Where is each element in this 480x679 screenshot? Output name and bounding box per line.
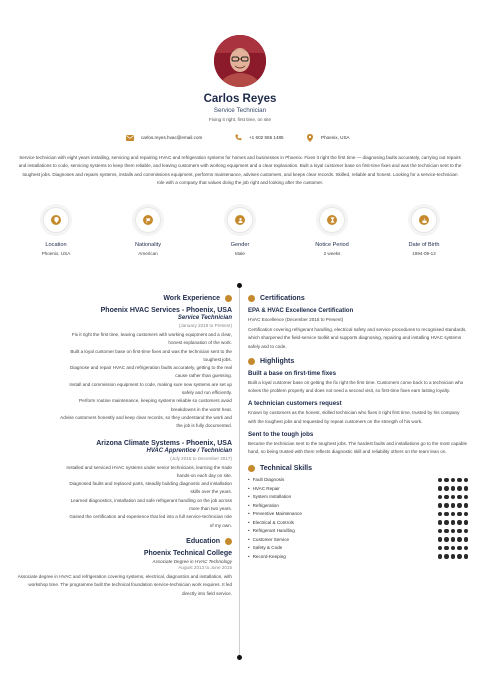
job-bullet: Diagnose and repair HVAC and refrigeration faults accurately, getting to the real bbox=[70, 365, 232, 371]
avatar bbox=[214, 35, 266, 87]
job-bullet: safely and run efficiently. bbox=[181, 390, 232, 396]
skill-dot bbox=[457, 478, 462, 483]
skill-name: • Refrigerant Handling bbox=[248, 528, 295, 533]
skill-dot bbox=[457, 554, 462, 559]
job-bullet: Advise customers honestly and keep clear records, so they understand the work and bbox=[60, 414, 232, 420]
section-technical-skills bbox=[248, 465, 468, 472]
skill-row bbox=[248, 527, 468, 536]
section-title: Work Experience bbox=[163, 295, 220, 302]
email-text: carlos.reyes.hvac@email.com bbox=[141, 135, 203, 140]
contact-bar bbox=[0, 134, 480, 144]
skill-dot bbox=[464, 537, 469, 542]
phone-text: +1 602 555 1485 bbox=[249, 135, 284, 140]
skill-dot bbox=[444, 529, 449, 534]
job-bullet: of my own. bbox=[209, 522, 232, 528]
skill-name: • HVAC Repair bbox=[248, 486, 280, 491]
skill-dot bbox=[438, 512, 443, 517]
job-bullet: breakdowns in the worst heat. bbox=[170, 406, 232, 412]
skill-dot bbox=[451, 512, 456, 517]
skill-dot bbox=[444, 537, 449, 542]
skill-dot bbox=[438, 520, 443, 525]
section-certifications bbox=[248, 295, 468, 302]
skill-row bbox=[248, 518, 468, 527]
job-role: Service Technician bbox=[213, 107, 267, 114]
certificate-icon bbox=[248, 295, 255, 302]
personal-facts bbox=[0, 207, 480, 267]
job-bullet: Built a loyal customer base on first-time fixes and was the technician sent to the bbox=[70, 348, 232, 354]
job-bullet: the job is fully documented. bbox=[176, 423, 232, 429]
skill-dot bbox=[464, 520, 469, 525]
highlight-text: Became the technician sent to the toughest jobs. The hardest faults and installations go to the most capable hand, so being trusted with them reflects diagnostic skill and reliability others on the team lean on. bbox=[248, 441, 468, 455]
highlight-title: Sent to the tough jobs bbox=[248, 431, 314, 439]
job-bullet: toughest jobs. bbox=[203, 356, 232, 362]
contact-location bbox=[306, 134, 350, 141]
job-bullet: Perform routine maintenance, keeping systems reliable so customers avoid bbox=[79, 398, 232, 404]
skill-row bbox=[248, 484, 468, 493]
skill-level bbox=[438, 486, 469, 491]
location-text: Phoenix, USA bbox=[321, 135, 350, 140]
timeline-dot-top bbox=[237, 283, 242, 288]
skill-dot bbox=[444, 554, 449, 559]
skill-row bbox=[248, 535, 468, 544]
job-company: Phoenix HVAC Services - Phoenix, USA bbox=[100, 307, 232, 314]
skill-row bbox=[248, 552, 468, 561]
fact-label: Date of Birth bbox=[408, 242, 440, 248]
fact-gender bbox=[200, 207, 280, 256]
fact-label: Notice Period bbox=[315, 242, 349, 248]
job-bullet: Install and commission equipment to code, making sure new systems are set up bbox=[69, 381, 232, 387]
skill-name: • Electrical & Controls bbox=[248, 520, 294, 525]
lightbulb-icon bbox=[248, 465, 255, 472]
skill-dot bbox=[438, 529, 443, 534]
job-bullet: Learned diagnostics, installation and safe refrigerant handling on the job across bbox=[70, 497, 232, 503]
tagline: Fixing it right, first time, on site bbox=[208, 117, 272, 122]
skill-dot bbox=[464, 486, 469, 491]
skill-dot bbox=[451, 529, 456, 534]
skill-dot bbox=[457, 503, 462, 508]
skill-dot bbox=[451, 537, 456, 542]
section-title: Education bbox=[186, 537, 220, 545]
job-date: (January 2018 to Present) bbox=[178, 323, 232, 328]
skill-dot bbox=[451, 478, 456, 483]
map-pin-icon bbox=[51, 215, 61, 225]
skill-dot bbox=[464, 503, 469, 508]
fact-value: 1994-09-12 bbox=[412, 251, 436, 256]
job-bullet: Fix it right the first time, leaving customers with working equipment and a clear, bbox=[71, 332, 232, 337]
briefcase-icon bbox=[225, 295, 232, 302]
envelope-icon bbox=[126, 134, 134, 141]
section-title: Certifications bbox=[260, 295, 305, 302]
skill-dot bbox=[451, 546, 456, 551]
skill-level bbox=[438, 546, 469, 551]
fact-nationality bbox=[108, 207, 188, 256]
skill-dot bbox=[438, 478, 443, 483]
edu-school: Phoenix Technical College bbox=[143, 549, 232, 557]
skill-dot bbox=[457, 546, 462, 551]
skill-dot bbox=[444, 512, 449, 517]
right-column bbox=[248, 295, 468, 561]
job-date: (July 2015 to December 2017) bbox=[170, 455, 232, 461]
skill-level bbox=[438, 520, 469, 525]
timeline-dot-bottom bbox=[237, 655, 242, 660]
skill-row bbox=[248, 510, 468, 519]
section-work-experience bbox=[14, 295, 232, 302]
skill-row bbox=[248, 501, 468, 510]
skill-dot bbox=[464, 478, 469, 483]
skill-dot bbox=[457, 512, 462, 517]
section-title: Highlights bbox=[260, 357, 295, 365]
skill-dot bbox=[451, 554, 456, 559]
skill-name: • Preventive Maintenance bbox=[248, 511, 302, 516]
skill-dot bbox=[438, 486, 443, 491]
job-title: Service Technician bbox=[177, 315, 232, 321]
person-icon bbox=[235, 215, 245, 225]
timeline-divider bbox=[239, 285, 240, 657]
section-education bbox=[14, 538, 232, 545]
skill-dot bbox=[438, 495, 443, 500]
skill-name: • Customer Service bbox=[248, 537, 289, 542]
skill-dot bbox=[444, 503, 449, 508]
skill-dot bbox=[451, 503, 456, 508]
skill-level bbox=[438, 554, 469, 559]
job-bullet: more than two years. bbox=[189, 506, 232, 512]
job-company: Arizona Climate Systems - Phoenix, USA bbox=[96, 439, 232, 447]
highlight-text: Built a loyal customer base on getting the fix right the first time. Customers come back to a technician who solves the problem properly and does not need a second visit, so first-time fixes earn lasting loyalty. bbox=[248, 379, 464, 394]
fact-label: Gender bbox=[230, 242, 250, 248]
skill-level bbox=[438, 503, 469, 508]
fact-location bbox=[16, 207, 96, 256]
job-bullets bbox=[14, 464, 232, 530]
fact-label: Nationality bbox=[134, 242, 162, 248]
job-bullet: cause rather than guessing. bbox=[175, 373, 232, 379]
skill-level bbox=[438, 537, 469, 542]
contact-email[interactable] bbox=[126, 134, 202, 141]
fact-value: 2 weeks bbox=[323, 251, 341, 256]
fact-value: Phoenix, USA bbox=[41, 251, 71, 256]
skill-level bbox=[438, 512, 469, 517]
edu-description: Associate degree in HVAC and refrigeration covering systems, electrical, diagnostics and installation, with workshop time. The programme built the technical foundation service-technician work requires. It led directly into field service. bbox=[17, 573, 232, 596]
skill-dot bbox=[438, 554, 443, 559]
skill-name: • Fault Diagnosis bbox=[248, 477, 284, 482]
job-bullet: skills over the years. bbox=[190, 489, 232, 495]
cert-name: EPA & HVAC Excellence Certification bbox=[248, 308, 354, 314]
skill-level bbox=[438, 478, 469, 483]
fact-value: American bbox=[138, 251, 158, 256]
job-bullets bbox=[14, 331, 232, 431]
person-name: Carlos Reyes bbox=[203, 93, 277, 105]
skill-dot bbox=[451, 495, 456, 500]
skill-level bbox=[438, 529, 469, 534]
skill-dot bbox=[444, 520, 449, 525]
cake-icon bbox=[419, 215, 429, 225]
job-bullet: honest explanation of the work. bbox=[168, 340, 232, 346]
job-bullet: Diagnosed faults and replaced parts, steadily building diagnostic and installation bbox=[69, 481, 232, 487]
fact-label: Location bbox=[45, 242, 67, 248]
skill-dot bbox=[438, 537, 443, 542]
section-title: Technical Skills bbox=[260, 464, 313, 472]
skill-dot bbox=[451, 486, 456, 491]
skill-dot bbox=[464, 546, 469, 551]
job-bullet: hands-on each day on site. bbox=[176, 472, 232, 478]
skill-dot bbox=[464, 554, 469, 559]
job-bullet: Gained the certification and experience that led into a full service-technician role bbox=[69, 514, 232, 520]
profile-photo bbox=[214, 35, 266, 87]
skill-dot bbox=[464, 512, 469, 517]
map-pin-icon bbox=[306, 134, 314, 141]
profile-summary: Service technician with eight years installing, servicing and repairing HVAC and refrigeration systems for homes and businesses in Phoenix. Fixes it right the first time — diagnosing faults accurately, carrying out repairs and installations to code, servicing systems to keep them reliable, and leaving customers with working equipment and a clear explanation. Built a loyal customer base on first-time fixes and was the technician sent to the toughest jobs. Diagnoses and repairs systems, installs and commissions equipment, performs maintenance, advises customers, and keeps clear records. Skilled, reliable and honest. Looking for a service-technician role with a company that values doing the job right and looking after the customer. bbox=[18, 155, 462, 186]
flag-icon bbox=[143, 215, 153, 225]
section-highlights bbox=[248, 358, 468, 365]
fact-notice-period bbox=[292, 207, 372, 256]
phone-icon bbox=[234, 134, 242, 141]
skill-row bbox=[248, 544, 468, 553]
highlight-title: Built a base on first-time fixes bbox=[248, 369, 337, 377]
fact-date-of-birth bbox=[384, 207, 464, 256]
graduation-cap-icon bbox=[225, 538, 232, 545]
edu-date: August 2013 to June 2015 bbox=[178, 564, 232, 570]
skill-name: • Safety & Code bbox=[248, 545, 282, 550]
skill-dot bbox=[438, 546, 443, 551]
skill-dot bbox=[457, 529, 462, 534]
skill-dot bbox=[464, 495, 469, 500]
left-column bbox=[14, 295, 232, 598]
skill-name: • Record-Keeping bbox=[248, 554, 286, 559]
highlight-text: Known by customers as the honest, skilled technician who fixes it right first time, trusted by his company with the toughest jobs and requested by repeat customers on the strength of his work. bbox=[248, 410, 460, 424]
skill-dot bbox=[438, 503, 443, 508]
skill-name: • Refrigeration bbox=[248, 503, 279, 508]
contact-phone[interactable] bbox=[234, 134, 284, 141]
skill-dot bbox=[444, 478, 449, 483]
skill-dot bbox=[444, 495, 449, 500]
skill-dot bbox=[457, 486, 462, 491]
job-title: HVAC Apprentice / Technician bbox=[146, 447, 232, 454]
cert-issuer: HVAC Excellence (December 2015 to Present) bbox=[248, 317, 344, 322]
skill-name: • System Installation bbox=[248, 494, 291, 499]
cert-description: Certification covering refrigerant handling, electrical safety and service procedures to recognised standards, which sharpened the field-service toolkit and supports diagnosing, repairing and installing HVAC systems safely and to code. bbox=[248, 327, 467, 349]
skill-dot bbox=[444, 486, 449, 491]
fact-value: Male bbox=[235, 251, 245, 256]
job-bullet: Installed and serviced HVAC systems under senior technicians, learning the trade bbox=[66, 464, 232, 470]
skill-dot bbox=[457, 520, 462, 525]
skill-row bbox=[248, 476, 468, 485]
skill-dot bbox=[457, 537, 462, 542]
highlight-title: A technician customers request bbox=[248, 400, 342, 408]
skills-list bbox=[248, 476, 468, 561]
skill-dot bbox=[444, 546, 449, 551]
skill-dot bbox=[457, 495, 462, 500]
skill-row bbox=[248, 493, 468, 502]
hourglass-icon bbox=[327, 215, 337, 225]
skill-level bbox=[438, 495, 469, 500]
star-icon bbox=[248, 358, 255, 365]
skill-dot bbox=[464, 529, 469, 534]
edu-degree: Associate Degree in HVAC Technology bbox=[152, 558, 232, 564]
skill-dot bbox=[451, 520, 456, 525]
